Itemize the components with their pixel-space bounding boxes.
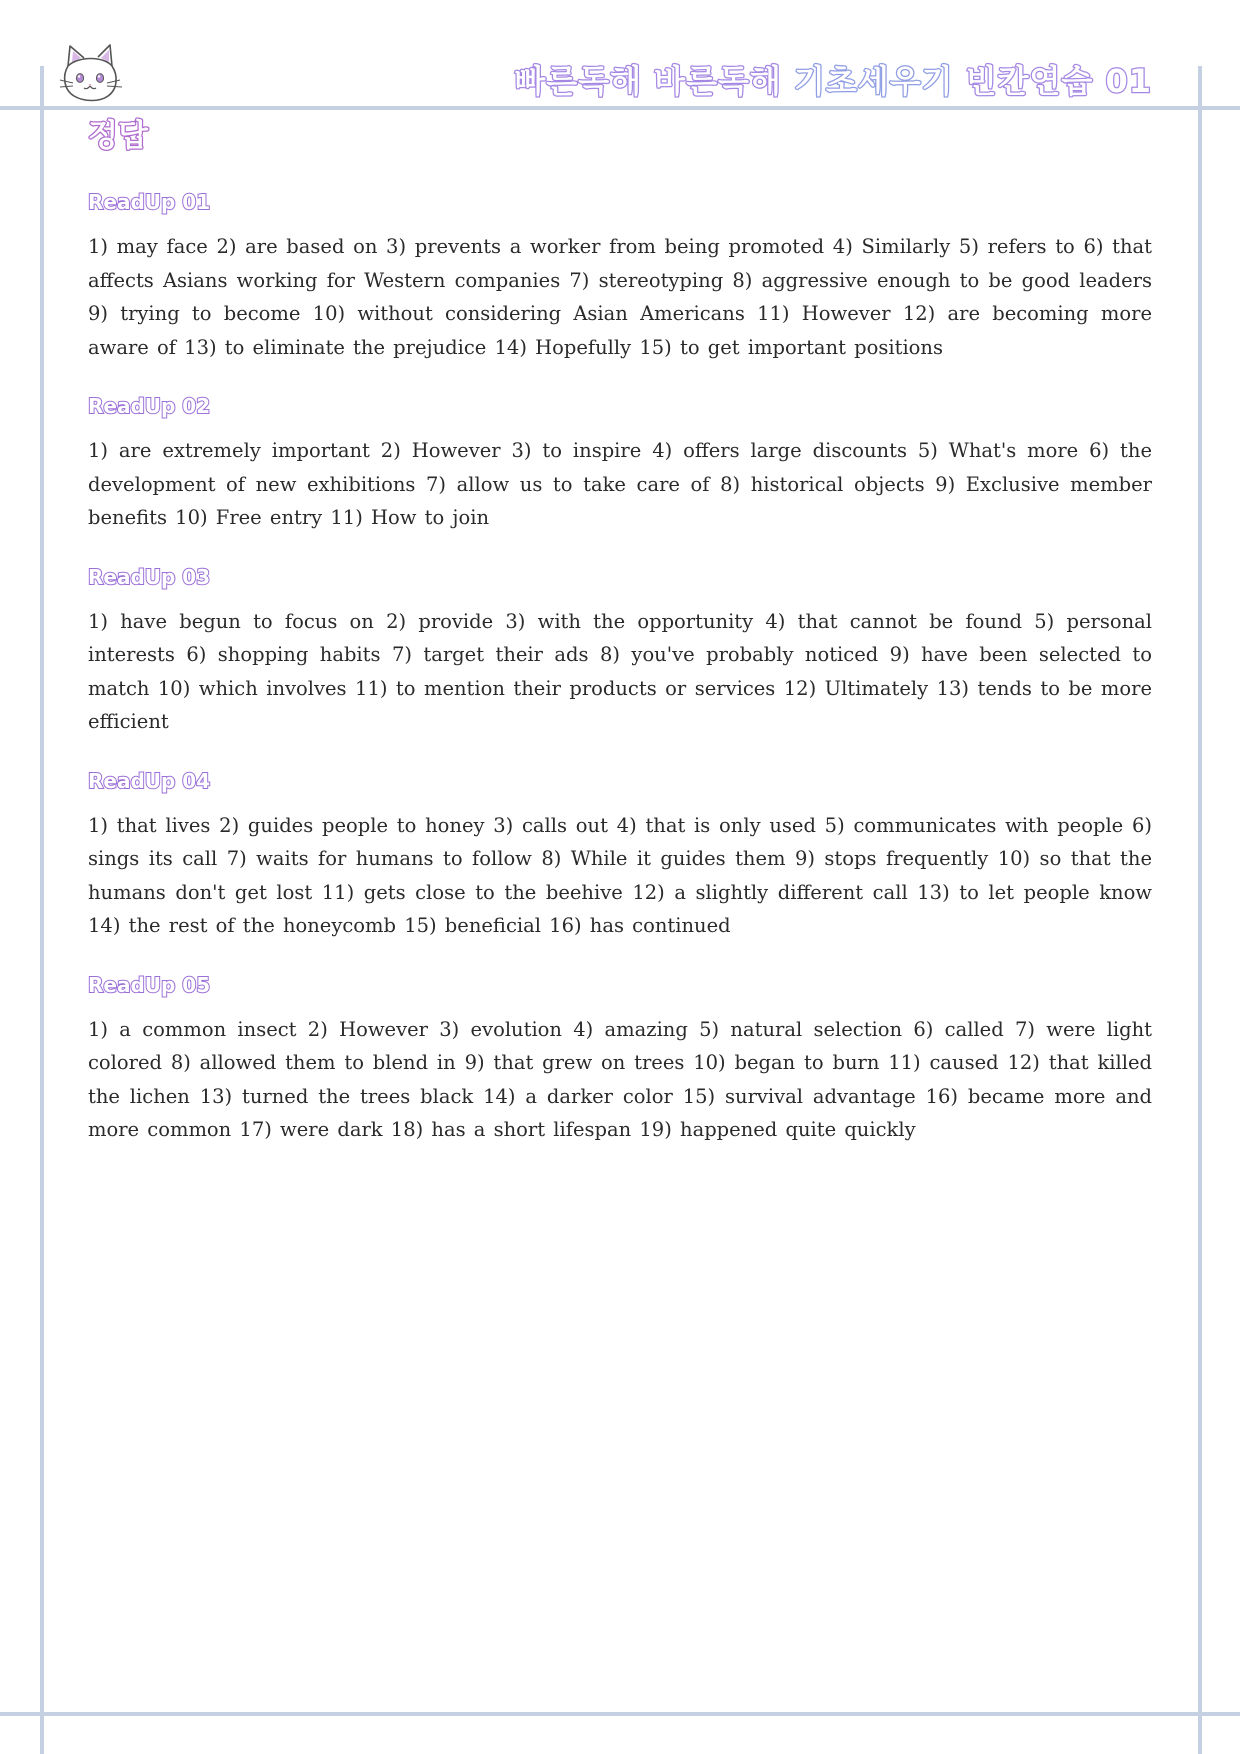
section-title: ReadUp 05 (88, 972, 211, 997)
answer-text: 1) have begun to focus on 2) provide 3) with the opportunity 4) that cannot be found 5) personal interests 6) shopping habits 7) target their ads 8) you've probably noticed 9) have been selected to match 10) which involves 11) to mention their products or services 12) Ultimately 13) tends to be more efficient (88, 609, 1152, 733)
header-title-tail: 빈칸연습 01 (965, 62, 1152, 100)
section-readup-05 (88, 971, 1152, 1147)
section-title: ReadUp 01 (88, 190, 211, 214)
section-readup-01 (88, 188, 1152, 364)
right-margin-rule (1198, 66, 1202, 1754)
header-title-accent: 기초세우기 (793, 62, 954, 100)
section-title: ReadUp 02 (88, 394, 211, 418)
header-rule (0, 106, 1240, 110)
answer-key-content (88, 114, 1152, 1175)
section-readup-04 (88, 767, 1152, 943)
cat-icon (58, 42, 124, 104)
answer-text: 1) a common insect 2) However 3) evolution 4) amazing 5) natural selection 6) called 7) were light colored 8) allowed them to blend in 9) that grew on trees 10) began to burn 11) caused 12) that killed the lichen 13) turned the trees black 14) a darker color 15) survival advantage 16) became more and more common 17) were dark 18) has a short lifespan 19) happened quite quickly (88, 1017, 1152, 1141)
header-title (514, 56, 1152, 102)
header-title-main: 빠른독해 바른독해 (514, 62, 782, 100)
section-title: ReadUp 03 (88, 564, 211, 589)
answer-text: 1) that lives 2) guides people to honey 3) calls out 4) that is only used 5) communicates with people 6) sings its call 7) waits for humans to follow 8) While it guides them 9) stops frequently 10) so that the humans don't get lost 11) gets close to the beehive 12) a slightly different call 13) to let people know 14) the rest of the honeycomb 15) beneficial 16) has continued (88, 813, 1152, 937)
page-title: 정답 (88, 118, 148, 154)
section-title: ReadUp 04 (88, 768, 211, 793)
left-margin-rule (40, 66, 44, 1754)
answer-text: 1) may face 2) are based on 3) prevents a worker from being promoted 4) Similarly 5) refers to 6) that affects Asians working for Western companies 7) stereotyping 8) aggressive enough to be good leaders 9) trying to become 10) without considering Asian Americans 11) However 12) are becoming more aware of 13) to eliminate the prejudice 14) Hopefully 15) to get important positions (88, 235, 1152, 359)
footer-rule (0, 1712, 1240, 1716)
answer-text: 1) are extremely important 2) However 3) to inspire 4) offers large discounts 5) What's more 6) the development of new exhibitions 7) allow us to take care of 8) historical objects 9) Exclusive member benefits 10) Free entry 11) How to join (88, 439, 1152, 529)
section-readup-02 (88, 392, 1152, 535)
section-readup-03 (88, 563, 1152, 739)
